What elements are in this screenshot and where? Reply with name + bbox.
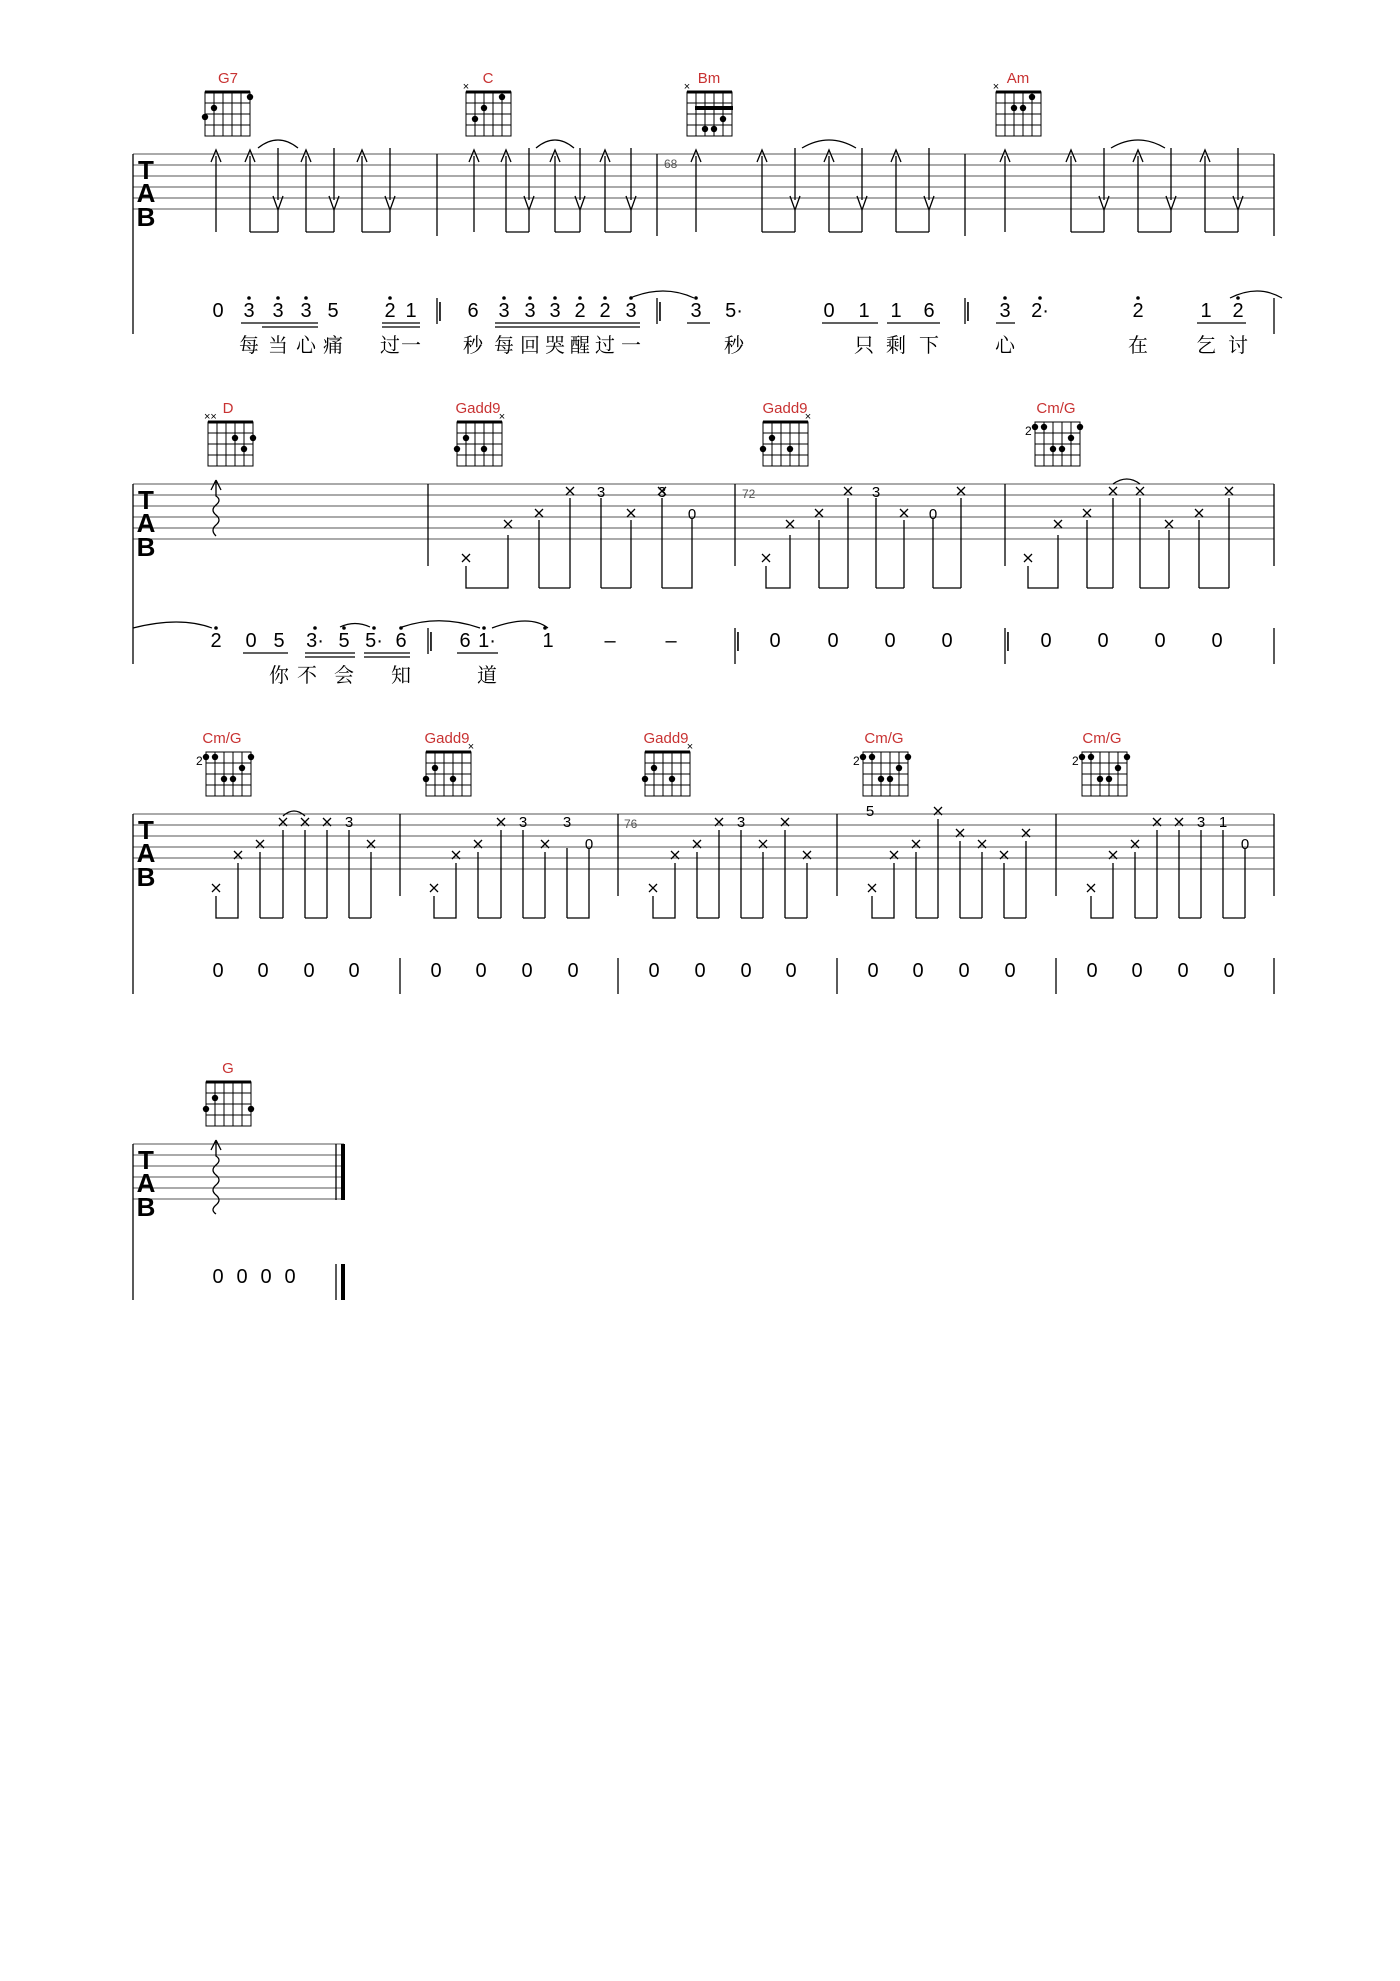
tab-fret: 3 — [871, 484, 881, 501]
fret-number: 2 — [196, 754, 203, 768]
lyric-char: 在 — [1128, 333, 1148, 357]
chord-name: Gadd9 — [455, 400, 501, 417]
jianpu-note: 2· — [1031, 300, 1049, 322]
svg-text:×: × — [498, 411, 506, 423]
lyric-char: 秒 — [463, 333, 483, 357]
fret-number: 2 — [1025, 424, 1032, 438]
tab-clef-t: T — [138, 1145, 154, 1175]
tab-fret: 3 — [596, 484, 606, 501]
chord-diagram — [760, 411, 811, 466]
jianpu-note: 3 — [243, 300, 255, 322]
chord-name: Am — [1006, 70, 1030, 87]
chord-name: D — [222, 400, 234, 417]
jianpu-barline: | — [1005, 630, 1011, 652]
jianpu-note: 1 — [542, 630, 554, 652]
jianpu-note: 0 — [740, 960, 752, 982]
tab-fret: 0 — [584, 836, 594, 853]
jianpu-note: 1 — [890, 300, 902, 322]
jianpu-note: 2 — [599, 300, 611, 322]
jianpu-note: 0 — [212, 1266, 224, 1288]
tab-clefs — [137, 155, 156, 1222]
tab-clef-a: A — [136, 838, 156, 868]
jianpu-note: 0 — [284, 1266, 296, 1288]
tab-clef-b: B — [136, 532, 156, 562]
jianpu-note: 0 — [958, 960, 970, 982]
lyric-char: 讨 — [1228, 333, 1248, 357]
lyric-char: 每 — [494, 333, 514, 357]
lyric-char: 一 — [401, 333, 421, 357]
jianpu-note: 5 — [327, 300, 339, 322]
svg-text:×: × — [683, 81, 691, 93]
lyric-char: 心 — [296, 333, 316, 357]
jianpu-note: 2 — [384, 300, 396, 322]
jianpu-note: 3 — [999, 300, 1011, 322]
chord-diagram — [642, 741, 693, 796]
system-2 — [133, 400, 1233, 687]
tab-fret: 3 — [657, 484, 667, 501]
lyric-char: 当 — [268, 333, 288, 357]
chord-name: Cm/G — [864, 730, 904, 747]
jianpu-note: 0 — [867, 960, 879, 982]
tab-fret: 3 — [518, 814, 528, 831]
jianpu-note: 0 — [567, 960, 579, 982]
jianpu-note: 2 — [574, 300, 586, 322]
jianpu-note: 0 — [769, 630, 781, 652]
jianpu-note: 5· — [725, 300, 743, 322]
tab-notes — [212, 807, 1245, 918]
jianpu-note: 5· — [365, 630, 383, 652]
chord-diagram — [853, 752, 911, 796]
jianpu-note: 3· — [306, 630, 324, 652]
jianpu-note: 0 — [348, 960, 360, 982]
chord-name: Cm/G — [202, 730, 242, 747]
tab-fret: 3 — [562, 814, 572, 831]
jianpu-note: 3 — [498, 300, 510, 322]
lyric-char: 一 — [621, 333, 641, 357]
jianpu-note: 0 — [1223, 960, 1235, 982]
jianpu-note: 0 — [212, 300, 224, 322]
jianpu-note: 5 — [338, 630, 350, 652]
jianpu-note: 0 — [260, 1266, 272, 1288]
jianpu-line — [210, 630, 1222, 652]
jianpu-line — [212, 300, 1243, 322]
tab-clef-a: A — [136, 508, 156, 538]
chord-diagram — [454, 411, 505, 466]
lyric-char: 回 — [520, 333, 540, 357]
jianpu-note: 0 — [648, 960, 660, 982]
svg-text:××: ×× — [204, 411, 217, 423]
lyric-char: 知 — [391, 663, 411, 687]
chord-name: Gadd9 — [424, 730, 470, 747]
tab-clef-b: B — [136, 202, 156, 232]
tab-fret: 3 — [344, 814, 354, 831]
tab-clef-t: T — [138, 815, 154, 845]
fret-number: 2 — [1072, 754, 1079, 768]
jianpu-note: 0 — [1131, 960, 1143, 982]
system-1 — [202, 70, 1282, 357]
chord-name: G — [222, 1060, 234, 1077]
lyric-char: 心 — [995, 333, 1015, 357]
jianpu-barline: | — [965, 300, 971, 322]
chord-name: Bm — [697, 70, 721, 87]
jianpu-note: 1 — [1200, 300, 1212, 322]
jianpu-note: 0 — [430, 960, 442, 982]
jianpu-note: 2 — [1232, 300, 1244, 322]
lyric-char: 痛 — [323, 333, 343, 357]
system-3 — [196, 730, 1249, 982]
bar-number: 72 — [742, 487, 756, 501]
svg-text:×: × — [686, 741, 694, 753]
jianpu-note: 3 — [549, 300, 561, 322]
lyric-char: 会 — [334, 663, 354, 687]
jianpu-barline: | — [735, 630, 741, 652]
jianpu-note: 0 — [694, 960, 706, 982]
jianpu-note: 0 — [823, 300, 835, 322]
staff-system-1 — [133, 154, 1274, 209]
jianpu-barline: | — [437, 300, 443, 322]
jianpu-line — [212, 1266, 295, 1288]
lyric-char: 秒 — [724, 333, 744, 357]
tab-clef-b: B — [136, 862, 156, 892]
chord-name: Cm/G — [1082, 730, 1122, 747]
chord-diagram — [463, 81, 511, 136]
jianpu-note: 0 — [941, 630, 953, 652]
jianpu-note: 0 — [1211, 630, 1223, 652]
svg-text:×: × — [462, 81, 470, 93]
staff-system-2 — [133, 484, 1274, 539]
jianpu-barline: | — [428, 630, 434, 652]
lyric-char: 只 — [854, 333, 874, 357]
tab-fret-numbers — [345, 803, 1249, 853]
jianpu-note: 0 — [1177, 960, 1189, 982]
barlines — [133, 154, 1274, 1300]
jianpu-note: 0 — [827, 630, 839, 652]
tab-fret: 3 — [736, 814, 746, 831]
tab-clef-a: A — [136, 1168, 156, 1198]
jianpu-note: 2 — [210, 630, 222, 652]
svg-text:×: × — [467, 741, 475, 753]
chord-diagram — [684, 81, 733, 136]
lyric-char: 你 — [269, 663, 289, 687]
jianpu-note: 6 — [395, 630, 407, 652]
tab-clef-b: B — [136, 1192, 156, 1222]
jianpu-note: – — [665, 630, 677, 652]
jianpu-note: 0 — [245, 630, 257, 652]
jianpu-note: 0 — [1004, 960, 1016, 982]
jianpu-note: 1· — [478, 630, 496, 652]
jianpu-marks — [247, 296, 1240, 300]
lyric-char: 醒 — [570, 333, 590, 357]
jianpu-note: 6 — [467, 300, 479, 322]
tab-clef-a: A — [136, 178, 156, 208]
lyric-char: 每 — [239, 333, 259, 357]
lyric-char: 剩 — [886, 333, 906, 357]
chord-diagram — [202, 92, 253, 136]
jianpu-note: 0 — [884, 630, 896, 652]
jianpu-note: 3 — [524, 300, 536, 322]
lyric-char: 哭 — [545, 333, 565, 357]
lyrics-line — [269, 663, 497, 687]
tab-clef-t: T — [138, 155, 154, 185]
jianpu-note: 3 — [690, 300, 702, 322]
jianpu-note: 0 — [521, 960, 533, 982]
jianpu-note: 0 — [1154, 630, 1166, 652]
jianpu-note: 0 — [1040, 630, 1052, 652]
jianpu-note: 0 — [303, 960, 315, 982]
jianpu-note: 1 — [858, 300, 870, 322]
system-4 — [203, 1060, 296, 1288]
jianpu-note: 1 — [405, 300, 417, 322]
lyrics-line — [239, 333, 1248, 357]
jianpu-note: 0 — [236, 1266, 248, 1288]
tab-fret: 5 — [865, 803, 875, 820]
lyric-char: 不 — [297, 663, 317, 687]
jianpu-note: 3 — [625, 300, 637, 322]
chord-diagram — [204, 411, 256, 466]
jianpu-note: 2 — [1132, 300, 1144, 322]
lyric-char: 乞 — [1196, 333, 1216, 357]
bar-number: 76 — [624, 817, 638, 831]
tab-fret: 1 — [1218, 814, 1228, 831]
chord-name: Gadd9 — [643, 730, 689, 747]
svg-text:×: × — [804, 411, 812, 423]
chord-diagram — [1025, 422, 1083, 466]
tab-fret: 0 — [928, 506, 938, 523]
chord-name: Gadd9 — [762, 400, 808, 417]
jianpu-note: 3 — [272, 300, 284, 322]
jianpu-note: 0 — [1097, 630, 1109, 652]
jianpu-note: 0 — [475, 960, 487, 982]
svg-text:×: × — [992, 81, 1000, 93]
jianpu-note: 0 — [1086, 960, 1098, 982]
jianpu-note: 0 — [785, 960, 797, 982]
chord-name: C — [482, 70, 494, 87]
jianpu-note: 0 — [257, 960, 269, 982]
jianpu-barline: | — [657, 300, 663, 322]
jianpu-underlines — [241, 291, 1282, 327]
tab-clef-t: T — [138, 485, 154, 515]
jianpu-line — [212, 960, 1234, 982]
chord-diagram — [196, 752, 254, 796]
jianpu-note: 0 — [212, 960, 224, 982]
tab-fret: 3 — [1196, 814, 1206, 831]
bar-number: 68 — [664, 157, 678, 171]
staff-system-4 — [133, 1144, 344, 1199]
chord-name: G7 — [217, 70, 239, 87]
fret-number: 2 — [853, 754, 860, 768]
chord-diagram — [423, 741, 474, 796]
lyric-char: 过 — [595, 333, 615, 357]
tab-fret: 0 — [687, 506, 697, 523]
jianpu-note: 6 — [459, 630, 471, 652]
chord-diagram — [1072, 752, 1130, 796]
jianpu-note: 3 — [300, 300, 312, 322]
chord-name: Cm/G — [1036, 400, 1076, 417]
tab-fret: 0 — [1240, 836, 1250, 853]
chord-diagram — [993, 81, 1041, 136]
lyric-char: 下 — [919, 333, 939, 357]
jianpu-note: – — [604, 630, 616, 652]
jianpu-note: 5 — [273, 630, 285, 652]
jianpu-note: 6 — [923, 300, 935, 322]
jianpu-note: 0 — [912, 960, 924, 982]
lyric-char: 道 — [477, 663, 497, 687]
chord-diagram — [203, 1082, 254, 1126]
lyric-char: 过 — [380, 333, 400, 357]
